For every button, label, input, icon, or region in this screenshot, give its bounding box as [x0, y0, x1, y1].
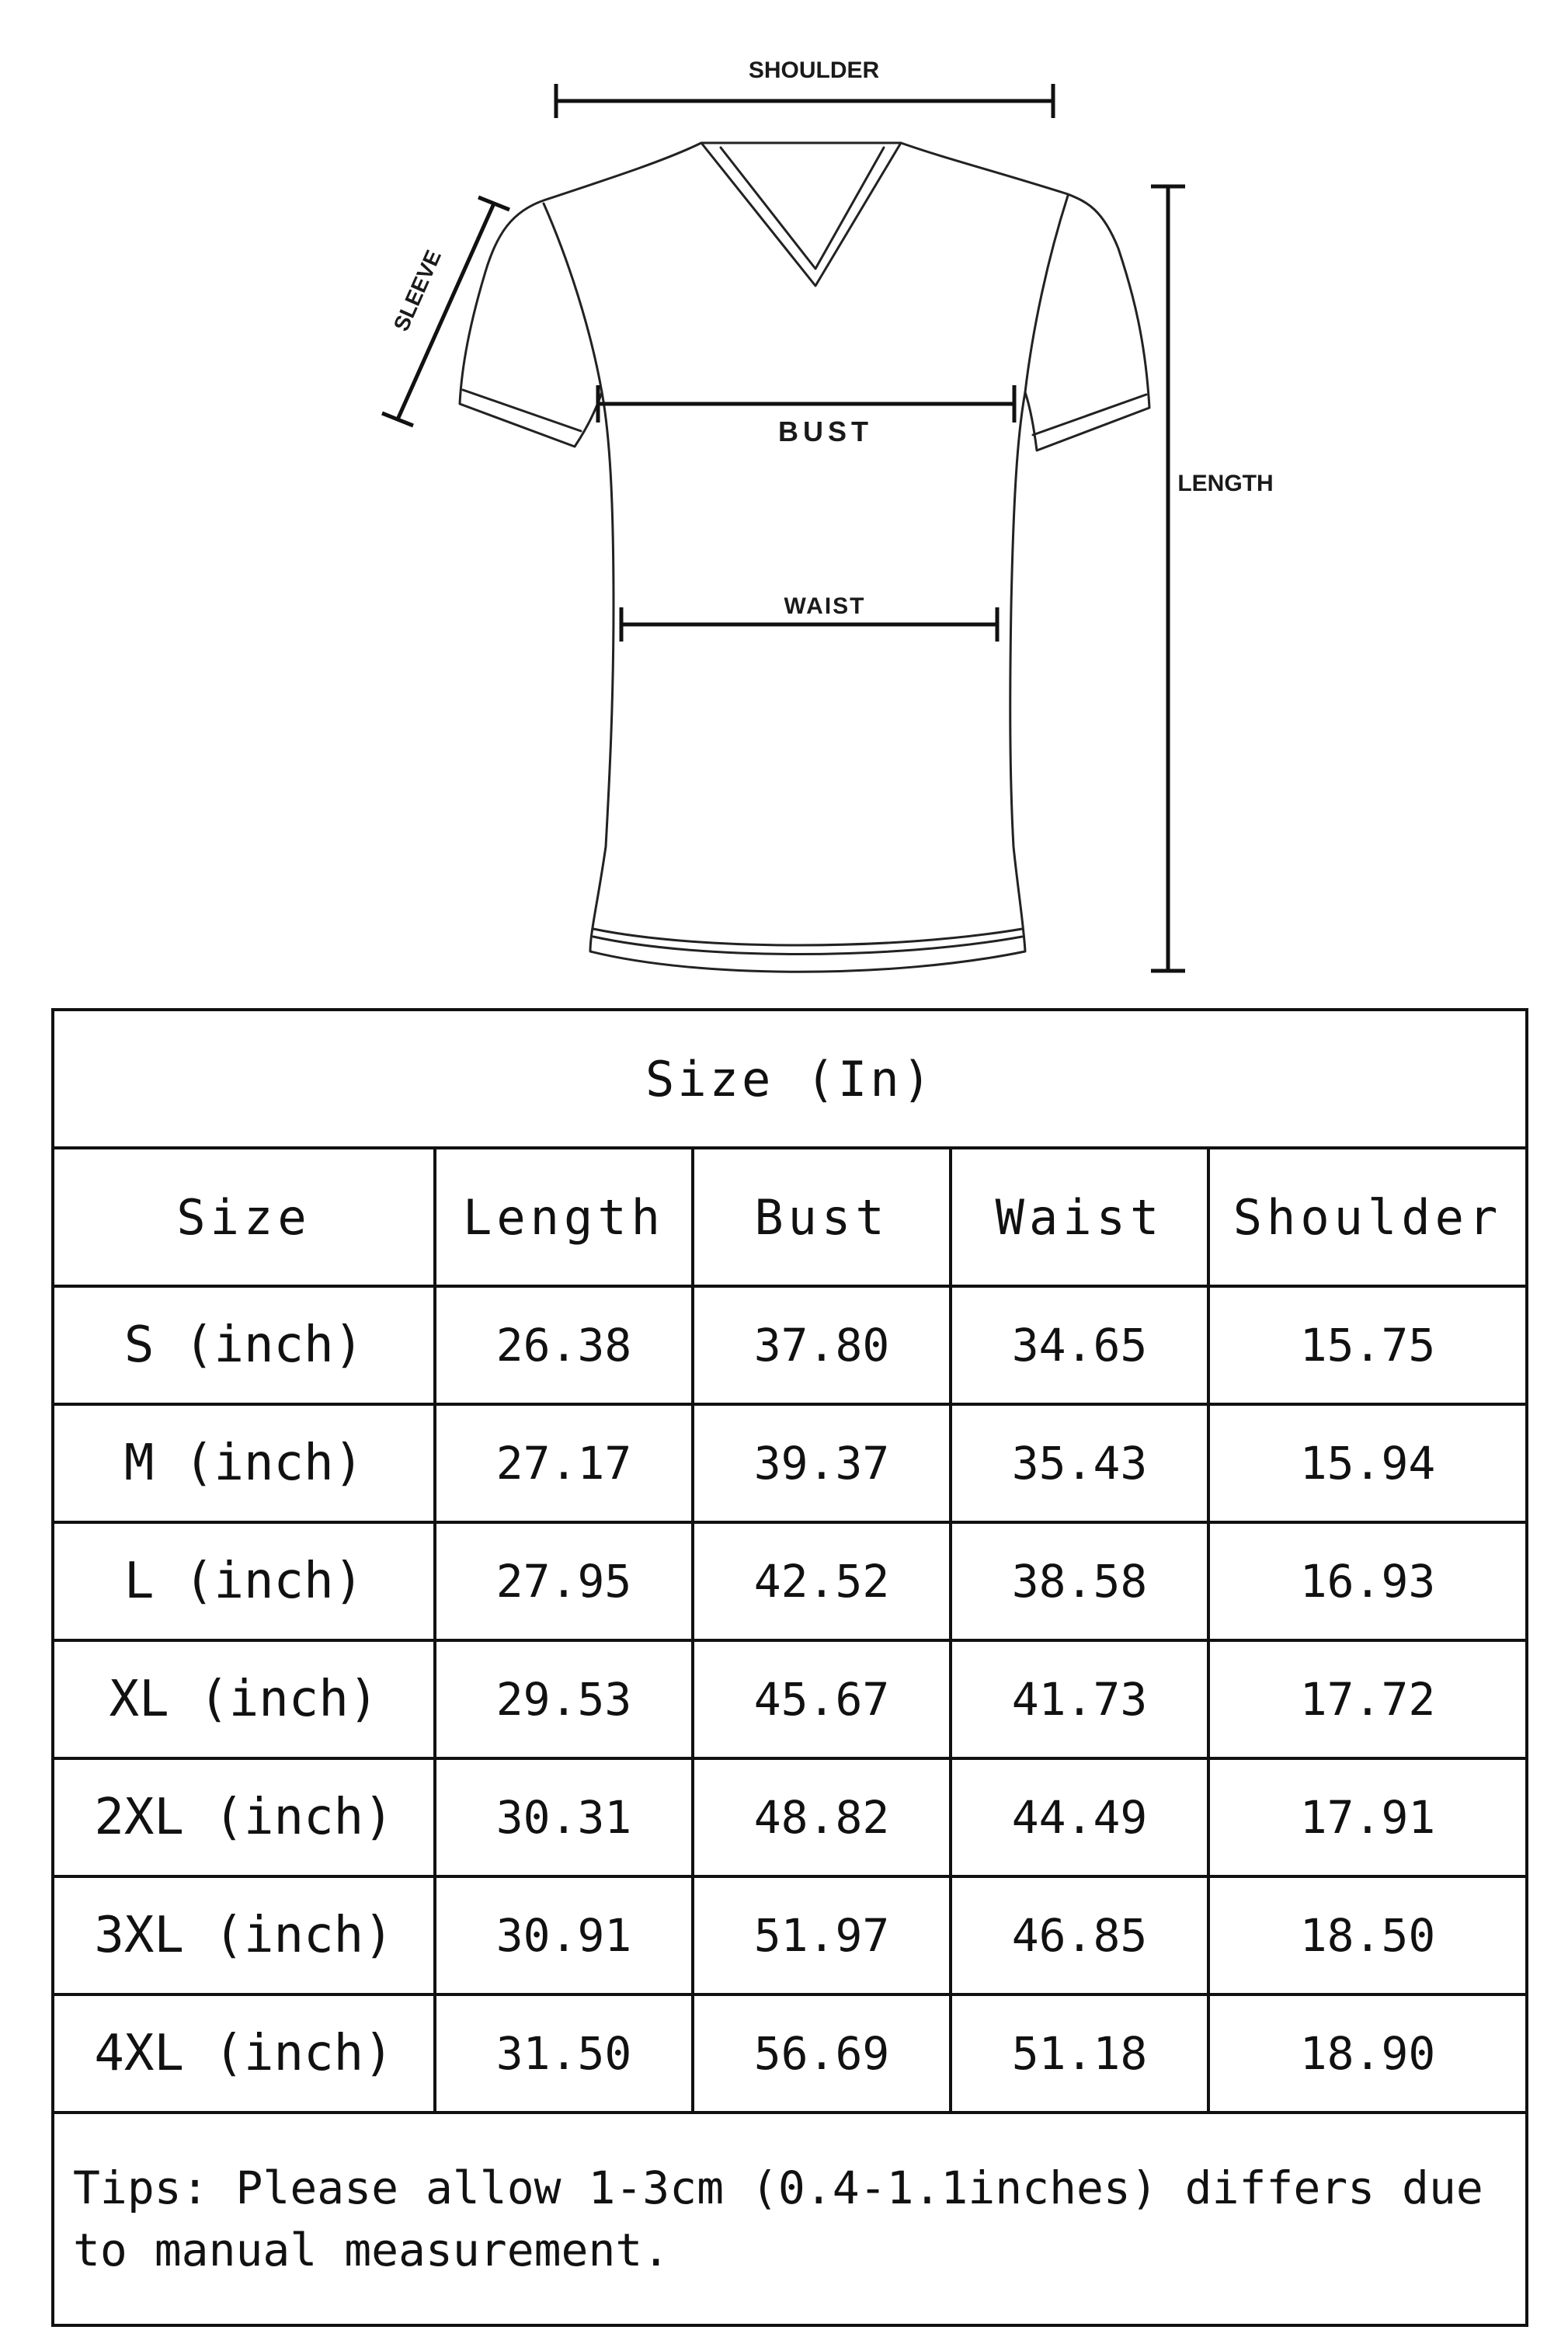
shoulder-cell: 15.75 — [1208, 1286, 1527, 1404]
size-cell: 2XL (inch) — [53, 1758, 435, 1876]
tips-note: Tips: Please allow 1-3cm (0.4-1.1inches) differs due to manual measurement. — [53, 2113, 1527, 2325]
table-row — [53, 1640, 1527, 1758]
shoulder-measure-line — [556, 84, 1053, 118]
right-sleeve-seam — [1025, 196, 1068, 392]
shoulder-cell: 17.72 — [1208, 1640, 1527, 1758]
waist-cell: 44.49 — [951, 1758, 1208, 1876]
waist-cell: 51.18 — [951, 1994, 1208, 2113]
shoulder-cell: 15.94 — [1208, 1404, 1527, 1522]
waist-cell: 46.85 — [951, 1876, 1208, 1994]
length-cell: 30.31 — [435, 1758, 693, 1876]
header-length: Length — [435, 1148, 693, 1286]
size-cell: M (inch) — [53, 1404, 435, 1522]
size-cell: S (inch) — [53, 1286, 435, 1404]
tshirt-outline — [460, 143, 1149, 972]
length-cell: 26.38 — [435, 1286, 693, 1404]
sleeve-label: SLEEVE — [388, 246, 446, 335]
length-measure-line — [1151, 186, 1185, 971]
table-row — [53, 1876, 1527, 1994]
waist-cell: 38.58 — [951, 1522, 1208, 1640]
left-sleeve-seam — [544, 203, 602, 392]
tshirt-measurement-diagram — [0, 0, 1568, 986]
shoulder-cell: 16.93 — [1208, 1522, 1527, 1640]
table-row — [53, 1994, 1527, 2113]
bust-cell: 56.69 — [693, 1994, 951, 2113]
table-title: Size (In) — [53, 1010, 1527, 1148]
bust-cell: 39.37 — [693, 1404, 951, 1522]
waist-label: WAIST — [784, 593, 866, 619]
bust-cell: 45.67 — [693, 1640, 951, 1758]
header-shoulder: Shoulder — [1208, 1148, 1527, 1286]
length-cell: 30.91 — [435, 1876, 693, 1994]
length-label: LENGTH — [1177, 471, 1274, 496]
shoulder-label: SHOULDER — [748, 57, 880, 83]
bust-cell: 51.97 — [693, 1876, 951, 1994]
size-cell: L (inch) — [53, 1522, 435, 1640]
bust-cell: 48.82 — [693, 1758, 951, 1876]
header-waist: Waist — [951, 1148, 1208, 1286]
waist-cell: 35.43 — [951, 1404, 1208, 1522]
bust-cell: 37.80 — [693, 1286, 951, 1404]
length-cell: 27.95 — [435, 1522, 693, 1640]
length-cell: 27.17 — [435, 1404, 693, 1522]
size-cell: 3XL (inch) — [53, 1876, 435, 1994]
waist-cell: 34.65 — [951, 1286, 1208, 1404]
size-table — [51, 1008, 1528, 2327]
vneck-collar-inner — [721, 148, 884, 269]
length-cell: 29.53 — [435, 1640, 693, 1758]
table-row — [53, 1758, 1527, 1876]
size-cell: 4XL (inch) — [53, 1994, 435, 2113]
table-row — [53, 1522, 1527, 1640]
waist-cell: 41.73 — [951, 1640, 1208, 1758]
table-row — [53, 1286, 1527, 1404]
vneck-collar — [701, 143, 901, 286]
length-cell: 31.50 — [435, 1994, 693, 2113]
header-size: Size — [53, 1148, 435, 1286]
header-bust: Bust — [693, 1148, 951, 1286]
bust-cell: 42.52 — [693, 1522, 951, 1640]
shoulder-cell: 17.91 — [1208, 1758, 1527, 1876]
table-row — [53, 1404, 1527, 1522]
bust-label: BUST — [778, 416, 873, 447]
size-cell: XL (inch) — [53, 1640, 435, 1758]
shoulder-cell: 18.90 — [1208, 1994, 1527, 2113]
hem-line — [593, 929, 1022, 945]
shoulder-cell: 18.50 — [1208, 1876, 1527, 1994]
